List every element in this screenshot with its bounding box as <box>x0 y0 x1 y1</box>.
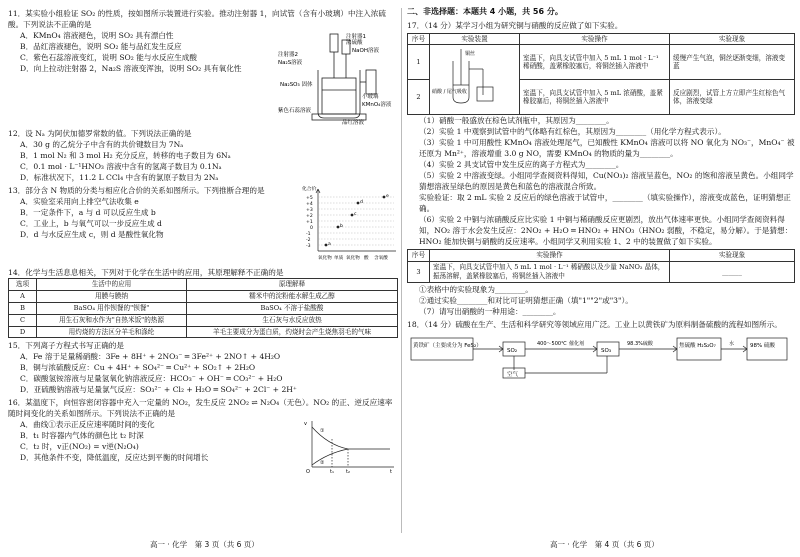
q14-table <box>8 278 398 338</box>
q14-header-application: 生活中的应用 <box>37 279 187 291</box>
svg-text:酸: 酸 <box>364 256 369 261</box>
q12-option-a: A．30 g 的乙烷分子中含有的共价键数目为 7Nₐ <box>20 140 184 149</box>
q14-header-option: 选项 <box>9 279 37 291</box>
q17-sub-6-2: ②通过实验________和对比可证明猜想正确（填"1""2"或"3"）。 <box>419 296 633 306</box>
q11-apparatus-figure <box>278 30 398 126</box>
q13-option-a: A．实验室采用向上排空气法收集 e <box>20 197 139 206</box>
q17-table: 序号 实验装置 实验操作 实验现象 1 铜丝 硝酸 / 尾气吸收 室温下，向具支试管中加入 5 mL 1 mol · L⁻¹ 稀硝酸，盖紧橡胶塞后，将铜丝插入溶液中 缓慢产生气泡，铜丝逐渐变细，溶液变蓝 2 室温下，向具支试管中加入 5 mL 浓硝酸，盖紧橡胶塞后，将铜丝插入溶液中 反应剧烈，试管上方立即产生红棕色气体，溶液变绿 <box>407 33 795 116</box>
svg-text:氧化物: 氧化物 <box>346 256 360 261</box>
question-15 <box>8 340 398 395</box>
question-16 <box>8 397 398 475</box>
svg-text:①: ① <box>320 428 325 435</box>
q11-label-small-glass: 小玻璃 <box>362 94 379 100</box>
svg-text:-1: -1 <box>306 232 311 237</box>
q11-label-naoh: NaOH溶液 <box>352 48 379 54</box>
svg-text:a: a <box>328 242 331 247</box>
q17-label-acid-tail: 硝酸 / 尾气吸收 <box>431 89 467 96</box>
svg-text:t₂: t₂ <box>346 469 350 476</box>
question-14 <box>8 267 398 338</box>
table-row: 3 室温下，向具支试管中加入 5 mL 1 mol · L⁻¹ 稀硝酸以及少量 NaNO₂ 晶体，振荡溶解，盖紧橡胶塞后，将铜丝插入溶液中 ______ <box>408 262 795 283</box>
question-12 <box>8 128 398 183</box>
question-17 <box>407 20 795 317</box>
q17-label-copper: 铜丝 <box>464 51 475 58</box>
svg-text:-3: -3 <box>306 244 311 249</box>
q18-node-so2: SO₂ <box>507 348 518 355</box>
q17-sub-3: （3）实验 1 中可用酸性 KMnO₄ 溶液处理尾气，已知酸性 KMnO₄ 溶液可以将 NO 氧化为 NO₃⁻，MnO₄⁻ 被还原为 Mn²⁺，溶液增重 3.0 g NO，需要 KMnO₄ 的物质的量为________。 <box>419 138 795 159</box>
q11-label-na2s: Na₂S溶液 <box>278 60 303 66</box>
svg-text:+5: +5 <box>306 196 313 201</box>
svg-text:-2: -2 <box>306 238 311 243</box>
q18-cond-temp: 400～500℃ <box>537 341 567 348</box>
svg-text:②: ② <box>320 460 325 467</box>
question-18-stem: 18．（14 分）硫酸在生产、生活和科学研究等领域应用广泛。工业上以黄铁矿为原料制备硫酸的流程如图所示。 <box>407 320 782 330</box>
q17-sub-5-verify: 实验验证：取 2 mL 实验 2 反应后的绿色溶液于试管中，________（填实验操作），溶液变成蓝色，证明猜想正确。 <box>419 193 791 214</box>
q17-sub-6-1: ①表格中的实验现象为________。 <box>419 285 533 295</box>
svg-text:0: 0 <box>310 226 313 231</box>
q18-node-oleum: 焦硫酸 H₂S₂O₇ <box>679 343 716 350</box>
q11-option-d: D．向上拉动注射器 2，Na₂S 溶液变浑浊，说明 SO₂ 具有氧化性 <box>20 64 242 73</box>
q13-option-c: C．工业上，b 与氧气可以一步反应生成 d <box>20 219 162 228</box>
right-page <box>407 6 795 535</box>
q12-option-c: C．0.1 mol · L⁻¹HNO₃ 溶液中含有的氢离子数目为 0.1Nₐ <box>20 162 222 171</box>
question-18 <box>407 319 795 385</box>
q15-option-b: B．铜与浓硫酸反应：Cu + 4H⁺ + SO₄²⁻ ═ Cu²⁺ + SO₂↑ + 2H₂O <box>20 363 256 373</box>
q11-label-magenta: 品红溶液 <box>342 120 365 126</box>
svg-text:O: O <box>306 469 310 476</box>
question-13-stem: 13．部分含 N 物质的分类与相应化合价的关系如图所示。下列推断合理的是 <box>8 186 265 195</box>
q16-option-a: A．曲线①表示正反应速率随时间的变化 <box>20 420 155 430</box>
question-15-stem: 15．下列离子方程式书写正确的是 <box>8 341 124 351</box>
q18-flow-diagram <box>407 332 793 382</box>
svg-text:t₁: t₁ <box>330 469 334 476</box>
svg-text:氧化物: 氧化物 <box>318 256 332 261</box>
svg-text:+2: +2 <box>306 214 313 219</box>
svg-text:单质: 单质 <box>334 256 344 261</box>
q17-sub-4: （4）实验 2 具支试管中发生反应的离子方程式为________。 <box>419 160 624 170</box>
left-page-footer: 高一 · 化学 第 3 页（共 6 页） <box>150 540 259 550</box>
q17-sub-7: （7）请写出硝酸的一种用途：________。 <box>419 307 561 317</box>
question-11-stem: 11．某实验小组验证 SO₂ 的性质，按如图所示装置进行实验。推动注射器 1，向试管（含有小玻璃）中注入浓硫酸。下列说法不正确的是 <box>8 9 386 29</box>
table-row: 1 铜丝 硝酸 / 尾气吸收 室温下，向具支试管中加入 5 mL 1 mol · L⁻¹ 稀硝酸，盖紧橡胶塞后，将铜丝插入溶液中 缓慢产生气泡，铜丝逐渐变细，溶液变蓝 <box>408 45 795 80</box>
q18-cond-acid: 98.3%硫酸 <box>627 341 653 348</box>
q16-option-d: D．其他条件不变，降低温度，反应达到平衡的时间增长 <box>20 453 209 463</box>
q11-label-kmno4: KMnO₄溶液 <box>362 102 392 108</box>
q16-axis-t: t <box>390 469 392 476</box>
q17-table-2: 序号 实验操作 实验现象 3 室温下，向具支试管中加入 5 mL 1 mol · L⁻¹ 稀硝酸以及少量 NaNO₂ 晶体，振荡溶解，盖紧橡胶塞后，将铜丝插入溶液中 ______ <box>407 249 795 283</box>
q11-option-a: A．KMnO₄ 溶液褪色，说明 SO₂ 具有漂白性 <box>20 31 174 40</box>
q11-option-c: C．紫色石蕊溶液变红，说明 SO₂ 能与水反应生成酸 <box>20 53 197 62</box>
q13-option-d: D．d 与水反应生成 c，则 d 是酸性氧化物 <box>20 230 164 239</box>
q18-node-so3: SO₃ <box>601 348 612 355</box>
svg-text:c: c <box>354 212 357 217</box>
q17-apparatus-figure <box>431 45 519 111</box>
table-row: 2 室温下，向具支试管中加入 5 mL 浓硝酸，盖紧橡胶塞后，将铜丝插入溶液中 反应剧烈，试管上方立即产生红棕色气体，溶液变绿 <box>408 80 795 115</box>
table-row: B BaSO₄ 用作钡餐的"钡餐" BaSO₄ 不溶于盐酸酸 <box>9 302 398 314</box>
q16-option-b: B．t₁ 时容器内气体的颜色比 t₂ 时深 <box>20 431 144 441</box>
table-row: D 用灼烧的方法区分羊毛和涤纶 羊毛主要成分为蛋白质，灼烧时会产生烧焦羽毛的气味 <box>9 326 398 338</box>
question-17-stem: 17．（14 分）某学习小组为研究铜与硝酸的反应做了如下实验。 <box>407 20 623 30</box>
q15-option-c: C．碳酸氢铵溶液与足量氢氧化钠溶液反应：HCO₃⁻ + OH⁻ ═ CO₃²⁻ + H₂O <box>20 374 283 384</box>
q17-sub-5: （5）实验 2 中溶液变绿。小组同学查阅资料得知，Cu(NO₃)₂ 溶液呈蓝色，NO₂ 的饱和溶液呈黄色。小组同学猜想溶液呈绿色的原因是黄色和蓝色的溶液混合所致。 <box>419 171 794 192</box>
q18-node-pyrite: 黄铁矿（主要成分为 FeS₂） <box>413 343 482 350</box>
q11-option-b: B．品红溶液褪色，说明 SO₂ 能与品红发生反应 <box>20 42 182 51</box>
q11-label-conc-acid: 浓硫酸 <box>346 40 363 46</box>
q17-sub-1: （1）硝酸一般盛放在棕色试剂瓶中，其原因为________。 <box>419 116 614 126</box>
q18-node-product: 98% 硫酸 <box>750 343 775 350</box>
q14-header-principle: 原理解释 <box>187 279 398 291</box>
q16-option-c: C．t₂ 时，v正(NO₂) = v逆(N₂O₄) <box>20 442 139 452</box>
q13-valence-chart <box>302 185 398 265</box>
q15-option-d: D．亚硫酸钠溶液与足量氯气反应：SO₃²⁻ + Cl₂ + H₂O ═ SO₄²⁻ + 2Cl⁻ + 2H⁺ <box>20 385 297 395</box>
q12-option-b: B．1 mol N₂ 和 3 mol H₂ 充分反应，转移的电子数目为 6Nₐ <box>20 151 231 160</box>
q11-label-syringe1: 注射器1 <box>346 34 366 40</box>
svg-text:含氧酸: 含氧酸 <box>374 256 388 261</box>
right-page-footer: 高一 · 化学 第 4 页（共 6 页） <box>550 540 659 550</box>
table-row: A 用膜与膜纳 糯米中的淀粉能水解生成乙醇 <box>9 290 398 302</box>
svg-text:+4: +4 <box>306 202 313 207</box>
svg-text:e: e <box>386 194 389 199</box>
q16-rate-curve <box>302 419 398 475</box>
q16-axis-v: v <box>304 421 307 428</box>
svg-text:b: b <box>340 224 343 229</box>
section-title: 二、非选择题：本题共 4 小题，共 56 分。 <box>407 7 563 16</box>
page-divider <box>401 8 402 533</box>
question-13 <box>8 185 398 265</box>
svg-text:+1: +1 <box>306 220 313 225</box>
q18-cond-catalyst: 催化剂 <box>569 341 585 348</box>
table-row: C 用生石灰和水作为"自热米饭"的热源 生石灰与水反应放热 <box>9 314 398 326</box>
q13-axis-label: 化合价 <box>302 187 317 192</box>
q18-cond-water: 水 <box>729 341 735 348</box>
q17-sub-2: （2）实验 1 中观察到试管中的气体略有红棕色，其原因为________（用化学方程式表示）。 <box>419 127 726 137</box>
q11-label-na2so3: Na₂SO₃ 固体 <box>280 82 313 88</box>
q12-option-d: D．标准状况下，11.2 L CCl₄ 中含有的氯原子数目为 2Nₐ <box>20 173 219 182</box>
q13-option-b: B．一定条件下，a 与 d 可以反应生成 b <box>20 208 156 217</box>
q11-label-syringe2: 注射器2 <box>278 52 298 58</box>
svg-text:d: d <box>360 200 363 205</box>
svg-text:+3: +3 <box>306 208 313 213</box>
q17-sub-6: （6）实验 2 中铜与浓硝酸反应比实验 1 中铜与稀硝酸反应更剧烈，放出气体速率更快。小组同学查阅资料得知，NO₂ 溶于水会发生反应：2NO₂ + H₂O ═ HNO₂ + HNO₃（HNO₂ 弱酸，不稳定，易分解）。于是猜想：HNO₂ 能加快铜与硝酸的反应速率。小组同学又利用实验 1、2 中的装置做了如下实验。 <box>419 215 793 247</box>
question-16-stem: 16．某温度下，向恒容密闭容器中充入一定量的 NO₂，发生反应 2NO₂ ⇌ N₂O₄（无色）。NO₂ 的正、逆反应速率随时间变化的关系如图所示。下列说法不正确的是 <box>8 398 393 419</box>
q18-node-air: 空气 <box>507 372 519 379</box>
q15-option-a: A．Fe 溶于足量稀硝酸：3Fe + 8H⁺ + 2NO₃⁻ ═ 3Fe²⁺ + 2NO↑ + 4H₂O <box>20 352 281 362</box>
q11-label-litmus: 紫色石蕊溶液 <box>278 108 312 114</box>
question-11 <box>8 8 398 126</box>
left-page <box>8 6 398 535</box>
question-12-stem: 12．设 Nₐ 为阿伏加德罗常数的值。下列说法正确的是 <box>8 129 192 138</box>
question-14-stem: 14．化学与生活息息相关，下列对于化学在生活中的应用，其原理解释不正确的是 <box>8 268 284 277</box>
